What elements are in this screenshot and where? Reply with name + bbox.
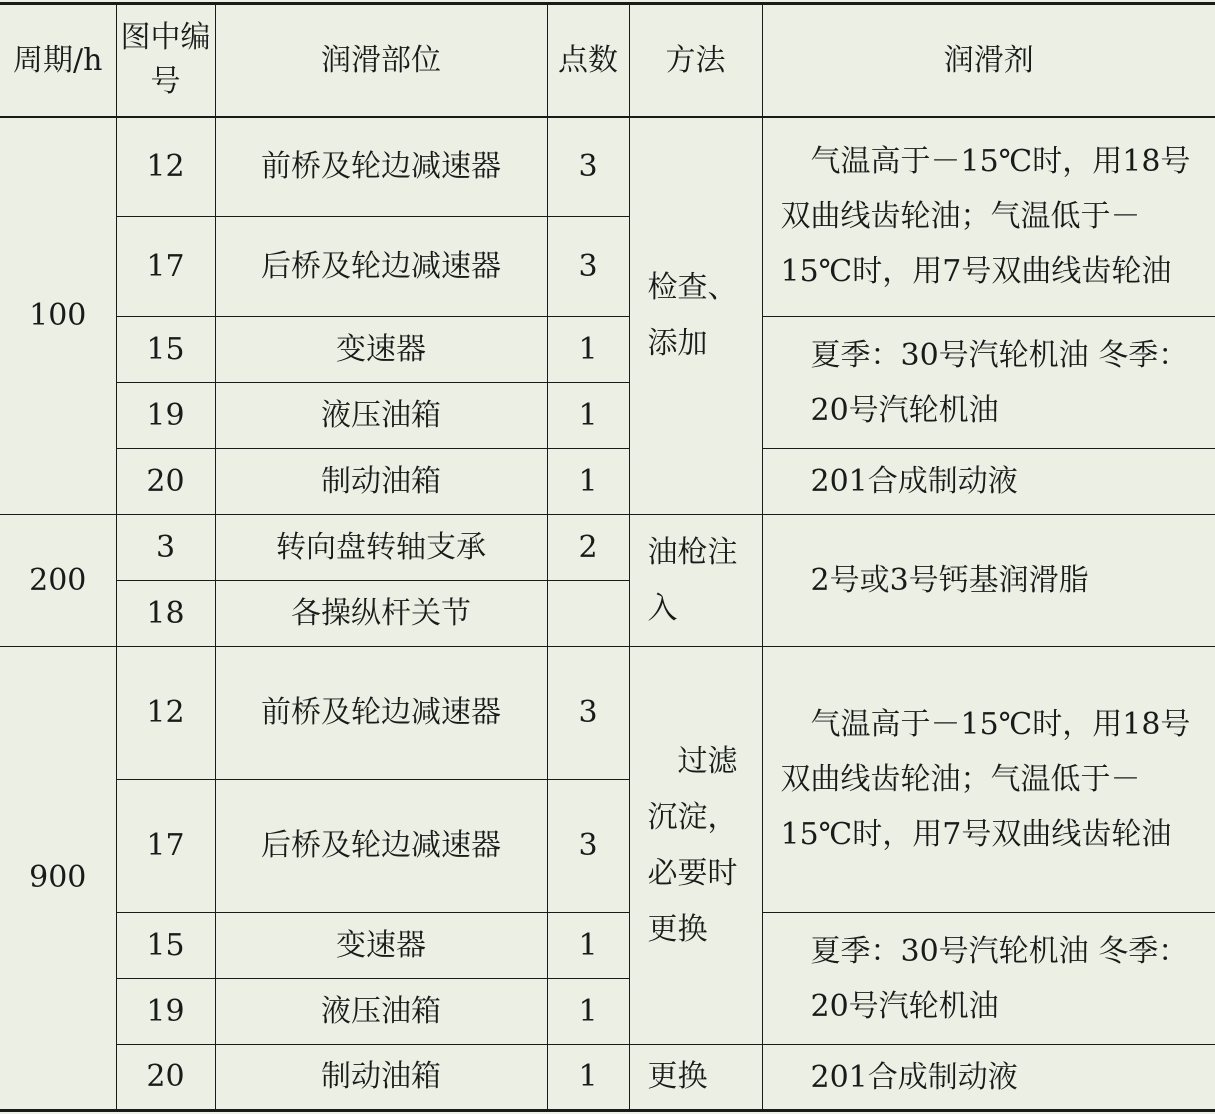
points-cell: 3 <box>547 647 629 780</box>
points-cell: 3 <box>547 117 629 217</box>
part-cell: 前桥及轮边减速器 <box>215 647 547 780</box>
fig-no-cell: 15 <box>116 913 215 979</box>
part-cell: 液压油箱 <box>215 979 547 1045</box>
header-part: 润滑部位 <box>215 4 547 117</box>
header-points: 点数 <box>547 4 629 117</box>
fig-no-cell: 20 <box>116 1045 215 1111</box>
points-cell: 1 <box>547 1045 629 1111</box>
table-row <box>0 515 1215 581</box>
lubricant-cell: 2号或3号钙基润滑脂 <box>762 515 1215 647</box>
part-cell: 变速器 <box>215 317 547 383</box>
points-cell: 1 <box>547 913 629 979</box>
fig-no-cell: 18 <box>116 581 215 647</box>
fig-no-cell: 17 <box>116 780 215 913</box>
header-fig-no: 图中编号 <box>116 4 215 117</box>
lubricant-cell: 201合成制动液 <box>762 1045 1215 1111</box>
lubricant-cell: 夏季：30号汽轮机油 冬季：20号汽轮机油 <box>762 317 1215 449</box>
points-cell: 3 <box>547 217 629 317</box>
part-cell: 液压油箱 <box>215 383 547 449</box>
table-row <box>0 117 1215 217</box>
part-cell: 转向盘转轴支承 <box>215 515 547 581</box>
part-cell: 制动油箱 <box>215 449 547 515</box>
points-cell: 1 <box>547 449 629 515</box>
points-cell: 3 <box>547 780 629 913</box>
lubrication-schedule-table <box>0 2 1215 1112</box>
method-cell: 检查、添加 <box>629 117 762 515</box>
fig-no-cell: 19 <box>116 979 215 1045</box>
part-cell: 变速器 <box>215 913 547 979</box>
method-cell: 过滤沉淀，必要时更换 <box>629 647 762 1045</box>
table-row <box>0 317 1215 383</box>
part-cell: 后桥及轮边减速器 <box>215 217 547 317</box>
table-row <box>0 449 1215 515</box>
table-row <box>0 647 1215 780</box>
lubricant-cell: 夏季：30号汽轮机油 冬季：20号汽轮机油 <box>762 913 1215 1045</box>
period-cell: 900 <box>0 647 116 1111</box>
part-cell: 各操纵杆关节 <box>215 581 547 647</box>
fig-no-cell: 20 <box>116 449 215 515</box>
fig-no-cell: 17 <box>116 217 215 317</box>
header-row <box>0 4 1215 117</box>
points-cell: 2 <box>547 515 629 581</box>
method-cell: 油枪注入 <box>629 515 762 647</box>
lubricant-cell: 气温高于－15℃时，用18号双曲线齿轮油；气温低于－15℃时，用7号双曲线齿轮油 <box>762 117 1215 317</box>
lubricant-cell: 气温高于－15℃时，用18号双曲线齿轮油；气温低于－15℃时，用7号双曲线齿轮油 <box>762 647 1215 913</box>
header-period: 周期/h <box>0 4 116 117</box>
fig-no-cell: 12 <box>116 647 215 780</box>
points-cell: 1 <box>547 317 629 383</box>
points-cell: 1 <box>547 383 629 449</box>
method-cell: 更换 <box>629 1045 762 1111</box>
period-cell: 100 <box>0 117 116 515</box>
fig-no-cell: 15 <box>116 317 215 383</box>
points-cell: 1 <box>547 979 629 1045</box>
header-method: 方法 <box>629 4 762 117</box>
header-lubricant: 润滑剂 <box>762 4 1215 117</box>
points-cell <box>547 581 629 647</box>
fig-no-cell: 12 <box>116 117 215 217</box>
period-cell: 200 <box>0 515 116 647</box>
fig-no-cell: 19 <box>116 383 215 449</box>
table-row <box>0 913 1215 979</box>
fig-no-cell: 3 <box>116 515 215 581</box>
part-cell: 制动油箱 <box>215 1045 547 1111</box>
table-row <box>0 1045 1215 1111</box>
part-cell: 前桥及轮边减速器 <box>215 117 547 217</box>
lubricant-cell: 201合成制动液 <box>762 449 1215 515</box>
part-cell: 后桥及轮边减速器 <box>215 780 547 913</box>
